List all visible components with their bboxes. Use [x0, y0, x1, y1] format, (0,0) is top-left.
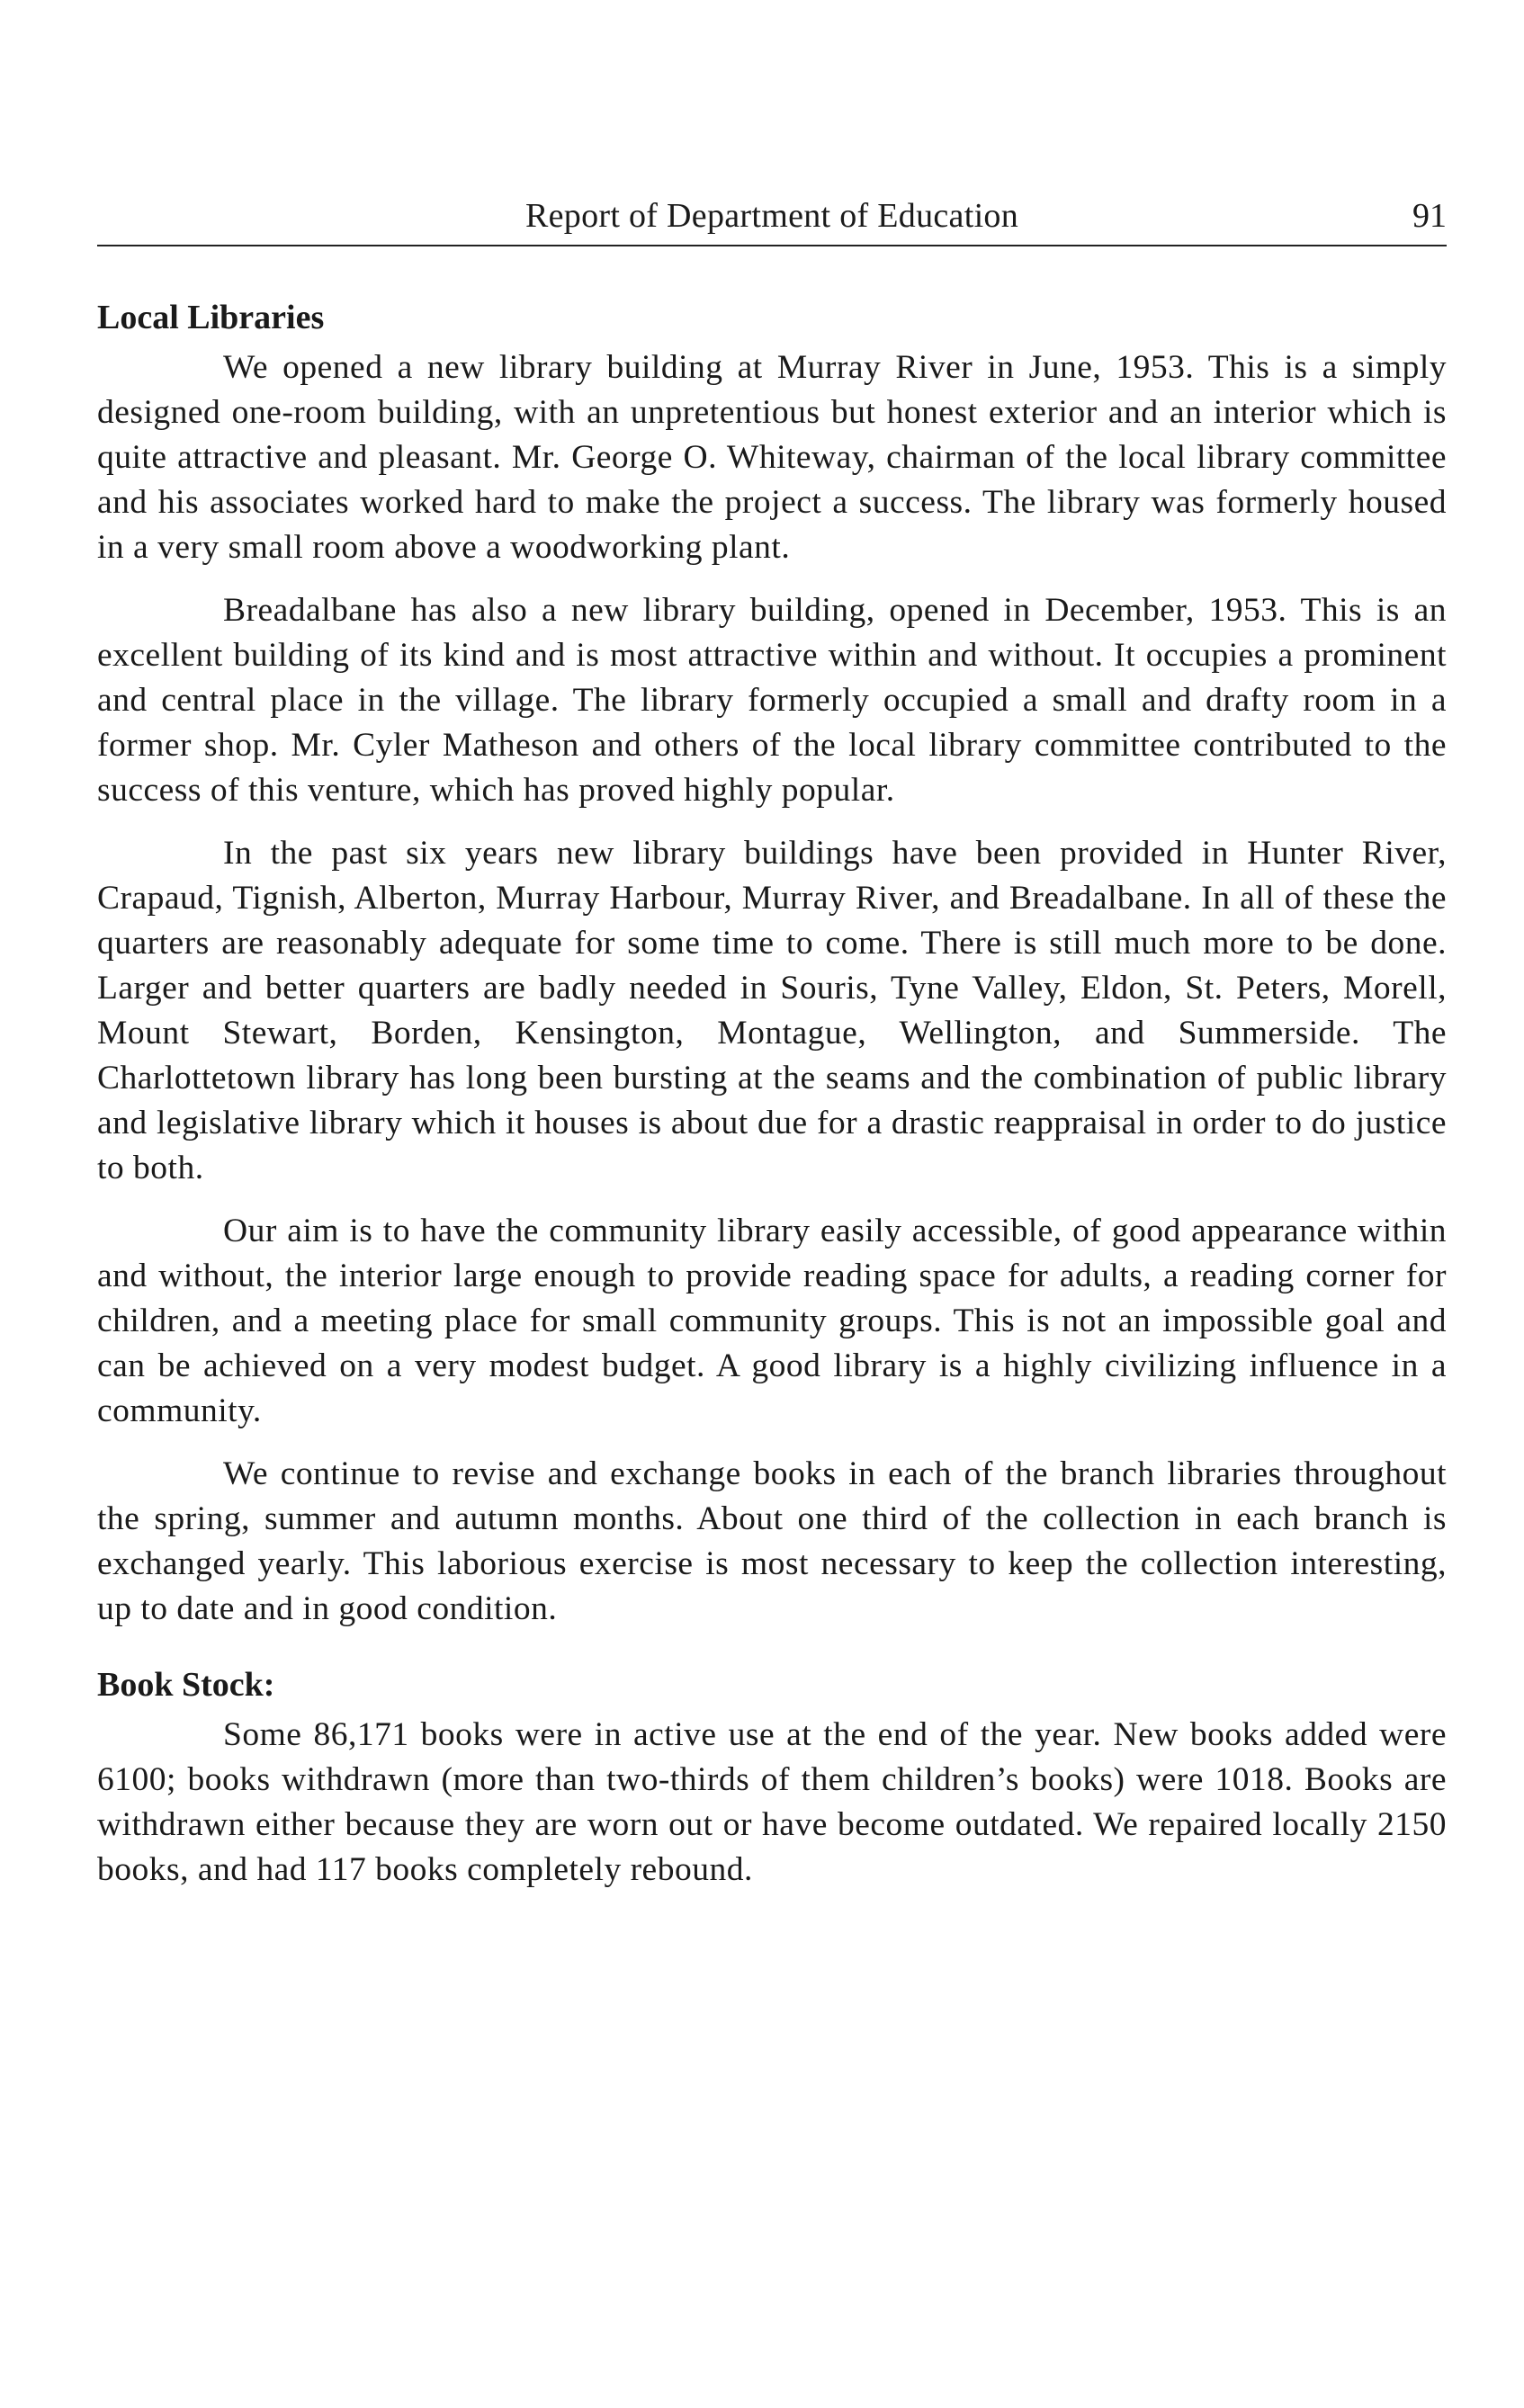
paragraph: In the past six years new library buildings have been provided in Hunter River, Crapaud, Tignish, Alberton, Murray Harbour, Murray River, and Breadalbane. In all of these the quarters are reasonably adequate for some time to come. There is still much more to be done. Larger and better quarters are badly needed in Souris, Tyne Valley, Eldon, St. Peters, Morell, Mount Stewart, Borden, Kensington, Montague, Wellington, and Summerside. The Charlottetown library has long been bursting at the seams and the combination of public library and legislative library which it houses is about due for a drastic reappraisal in order to do justice to both.: [97, 835, 1447, 1186]
running-header: [97, 180, 1447, 246]
paragraph: We opened a new library building at Murray River in June, 1953. This is a simply designed one-room building, with an unpretentious but honest exterior and an interior which is quite attractive and pleasant. Mr. George O. Whiteway, chairman of the local library committee and his associates worked hard to make the project a success. The library was formerly housed in a very small room above a woodworking plant.: [97, 349, 1447, 566]
paragraph: Our aim is to have the community library easily accessible, of good appearance within and without, the interior large enough to provide reading space for adults, a reading corner for children, and a meeting place for small community groups. This is not an impossible goal and can be achieved on a very modest budget. A good library is a highly civilizing influence in a community.: [97, 1213, 1447, 1429]
section-heading: Book Stock:: [97, 1666, 275, 1704]
paragraph: Breadalbane has also a new library building, opened in December, 1953. This is an excellent building of its kind and is most attractive within and without. It occupies a prominent and central place in the village. The library formerly occupied a small and drafty room in a former shop. Mr. Cyler Matheson and others of the local library committee contributed to the success of this venture, which has proved highly popular.: [97, 592, 1447, 809]
paragraph: Some 86,171 books were in active use at the end of the year. New books added were 6100; books withdrawn (more than two-thirds of them children’s books) were 1018. Books are withdrawn either because they are worn out or have become outdated. We repaired locally 2150 books, and had 117 books completely rebound.: [97, 1716, 1447, 1888]
paragraph: We continue to revise and exchange books in each of the branch libraries throughout the spring, summer and autumn months. About one third of the collection in each branch is exchanged yearly. This laborious exercise is most necessary to keep the collection interesting, up to date and in good condition.: [97, 1455, 1447, 1627]
section-local-libraries: [97, 295, 1447, 1632]
section-book-stock: [97, 1662, 1447, 1893]
page-number: 91: [1412, 197, 1447, 235]
running-title: Report of Department of Education: [524, 197, 1019, 235]
document-page: [97, 180, 1447, 1893]
section-heading: Local Libraries: [97, 299, 325, 336]
